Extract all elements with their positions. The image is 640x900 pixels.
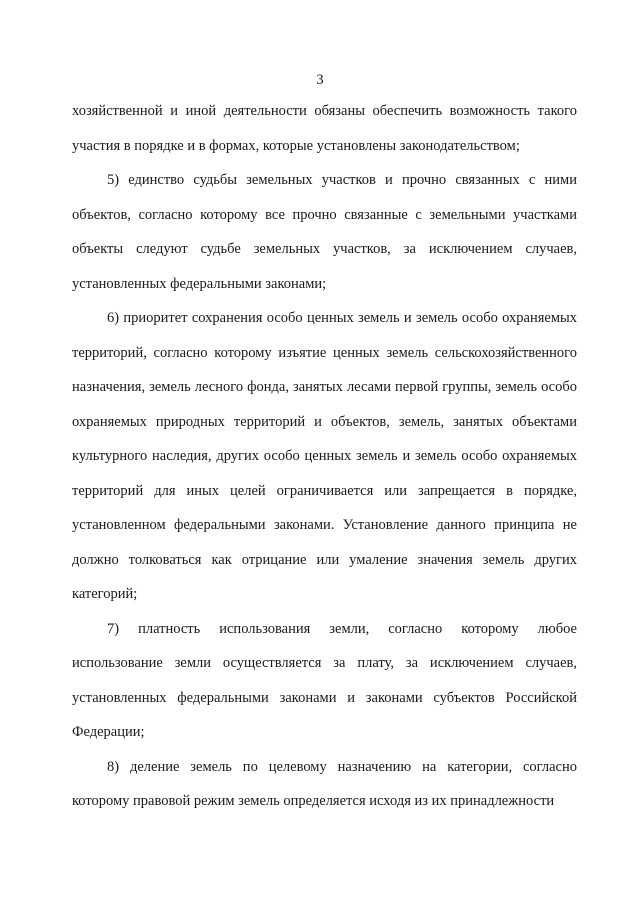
paragraph-item-6: 6) приоритет сохранения особо ценных земель и земель особо охраняемых территорий, согласно которому изъятие ценных земель сельскохозяйственного назначения, земель лесного фонда, занятых лесами первой группы, земель особо охраняемых природных территорий и объектов, земель, занятых объектами культурного наследия, других особо ценных земель и земель особо охраняемых территорий для иных целей ограничивается или запрещается в порядке, установленном федеральными законами. Установление данного принципа не должно толковаться как отрицание или умаление значения земель других категорий; — [72, 310, 577, 602]
paragraph-continuation: хозяйственной и иной деятельности обязаны обеспечить возможность такого участия в порядке и в формах, которые установлены законодательством; — [72, 103, 577, 154]
paragraph-item-5: 5) единство судьбы земельных участков и прочно связанных с ними объектов, согласно которому все прочно связанные с земельными участками объекты следуют судьбе земельных участков, за исключением случаев, установленных федеральными законами; — [72, 172, 577, 292]
paragraph-item-7: 7) платность использования земли, согласно которому любое использование земли осуществляется за плату, за исключением случаев, установленных федеральными законами и законами субъектов Российской Федерации; — [72, 620, 577, 740]
document-body — [72, 94, 577, 819]
page-number: 3 — [316, 72, 324, 88]
paragraph-item-8: 8) деление земель по целевому назначению на категории, согласно которому правовой режим земель определяется исходя из их принадлежности — [72, 758, 577, 809]
